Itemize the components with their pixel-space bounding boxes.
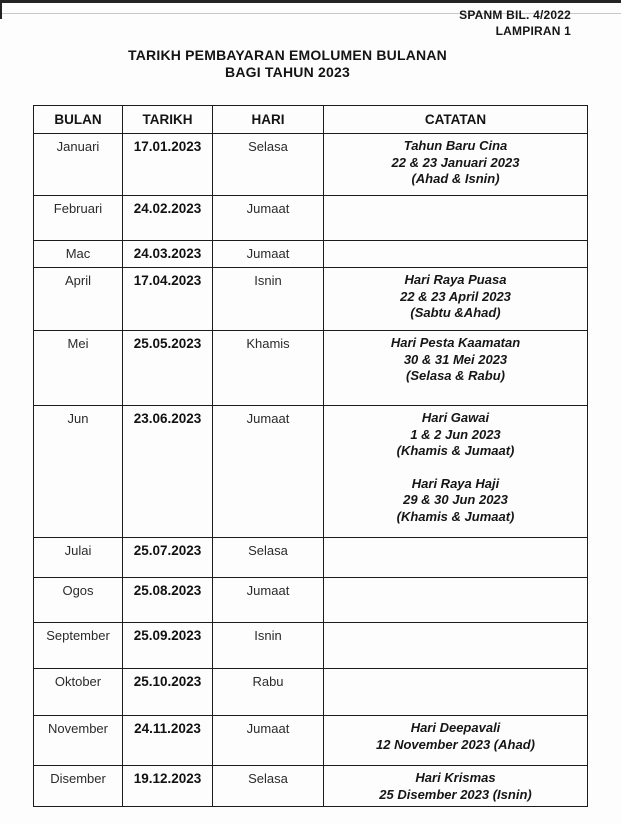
table-row — [34, 766, 588, 807]
table-row — [34, 134, 588, 196]
month-cell: Julai — [34, 538, 123, 578]
holiday-note-line: Hari Raya Haji — [411, 475, 500, 491]
holiday-note-line: Hari Raya Puasa — [404, 272, 507, 287]
table-row — [34, 716, 588, 766]
month-cell: Mac — [34, 241, 123, 268]
holiday-note-line: Hari Deepavali — [410, 720, 501, 735]
holiday-note-line: 22 & 23 April 2023 — [400, 288, 511, 304]
holiday-note-line: (Khamis & Jumaat) — [396, 508, 515, 524]
month-cell: Oktober — [34, 669, 123, 716]
holiday-note-line: (Ahad & Isnin) — [411, 171, 500, 186]
scan-edge-top — [0, 0, 621, 3]
note-cell — [324, 766, 588, 807]
holiday-note-line: 12 November 2023 (Ahad) — [376, 736, 535, 752]
note-cell — [324, 578, 588, 623]
day-cell: Jumaat — [213, 241, 324, 268]
date-cell: 24.03.2023 — [123, 241, 213, 268]
holiday-note-line: Hari Gawai — [421, 410, 490, 425]
note-cell — [324, 134, 588, 196]
appendix-label: LAMPIRAN 1 — [495, 24, 571, 38]
day-cell: Selasa — [213, 766, 324, 807]
holiday-note-line: Hari Pesta Kaamatan — [390, 335, 521, 350]
date-cell: 25.10.2023 — [123, 669, 213, 716]
date-cell: 19.12.2023 — [123, 766, 213, 807]
table-row — [34, 538, 588, 578]
month-cell: November — [34, 716, 123, 766]
table-row — [34, 623, 588, 669]
table-header-row — [34, 106, 588, 134]
holiday-note — [324, 138, 587, 188]
date-cell: 23.06.2023 — [123, 406, 213, 538]
holiday-note-line: 22 & 23 Januari 2023 — [391, 154, 520, 170]
note-cell — [324, 196, 588, 241]
month-cell: Mei — [34, 331, 123, 406]
date-cell: 25.05.2023 — [123, 331, 213, 406]
date-cell: 17.01.2023 — [123, 134, 213, 196]
document-reference-block — [459, 7, 571, 39]
month-cell: September — [34, 623, 123, 669]
date-cell: 24.11.2023 — [123, 716, 213, 766]
column-header-tarikh: TARIKH — [123, 106, 213, 134]
holiday-note-line: (Khamis & Jumaat) — [396, 443, 515, 458]
column-header-catatan: CATATAN — [324, 106, 588, 134]
holiday-note — [324, 720, 587, 753]
day-cell: Selasa — [213, 538, 324, 578]
holiday-note-line: 29 & 30 Jun 2023 — [403, 492, 508, 507]
day-cell: Selasa — [213, 134, 324, 196]
date-cell: 25.07.2023 — [123, 538, 213, 578]
note-cell — [324, 406, 588, 538]
holiday-note-line: Hari Krismas — [415, 770, 496, 785]
day-cell: Jumaat — [213, 716, 324, 766]
date-cell: 25.08.2023 — [123, 578, 213, 623]
scan-edge-left — [0, 0, 2, 19]
holiday-note — [324, 335, 587, 385]
holiday-note — [324, 770, 587, 803]
day-cell: Rabu — [213, 669, 324, 716]
note-cell — [324, 268, 588, 331]
day-cell: Isnin — [213, 268, 324, 331]
date-cell: 24.02.2023 — [123, 196, 213, 241]
note-cell — [324, 623, 588, 669]
column-header-bulan: BULAN — [34, 106, 123, 134]
table-row — [34, 669, 588, 716]
title-line-2: BAGI TAHUN 2023 — [225, 63, 350, 80]
holiday-note — [324, 272, 587, 322]
day-cell: Khamis — [213, 331, 324, 406]
table-row — [34, 241, 588, 268]
column-header-hari: HARI — [213, 106, 324, 134]
table-row — [34, 578, 588, 623]
table-row — [34, 268, 588, 331]
month-cell: Jun — [34, 406, 123, 538]
holiday-note-line: Tahun Baru Cina — [403, 138, 508, 153]
note-cell — [324, 538, 588, 578]
holiday-note-line: (Sabtu &Ahad) — [410, 305, 501, 320]
payment-schedule-table — [33, 105, 588, 807]
note-cell — [324, 716, 588, 766]
month-cell: Disember — [34, 766, 123, 807]
note-cell — [324, 241, 588, 268]
holiday-note-line: 1 & 2 Jun 2023 — [410, 426, 501, 442]
table-row — [34, 406, 588, 538]
holiday-note-line: 30 & 31 Mei 2023 — [403, 351, 508, 367]
day-cell: Jumaat — [213, 406, 324, 538]
date-cell: 17.04.2023 — [123, 268, 213, 331]
month-cell: Januari — [34, 134, 123, 196]
document-title — [0, 47, 598, 80]
date-cell: 25.09.2023 — [123, 623, 213, 669]
month-cell: April — [34, 268, 123, 331]
table-row — [34, 331, 588, 406]
reference-number: SPANM BIL. 4/2022 — [459, 8, 571, 22]
day-cell: Jumaat — [213, 196, 324, 241]
note-cell — [324, 669, 588, 716]
title-line-1: TARIKH PEMBAYARAN EMOLUMEN BULANAN — [128, 47, 447, 63]
note-cell — [324, 331, 588, 406]
holiday-note — [324, 476, 587, 526]
holiday-note — [324, 410, 587, 460]
table-row — [34, 196, 588, 241]
day-cell: Jumaat — [213, 578, 324, 623]
day-cell: Isnin — [213, 623, 324, 669]
holiday-note-line: (Selasa & Rabu) — [406, 368, 505, 383]
month-cell: Februari — [34, 196, 123, 241]
holiday-note-line: 25 Disember 2023 (Isnin) — [379, 786, 532, 802]
month-cell: Ogos — [34, 578, 123, 623]
